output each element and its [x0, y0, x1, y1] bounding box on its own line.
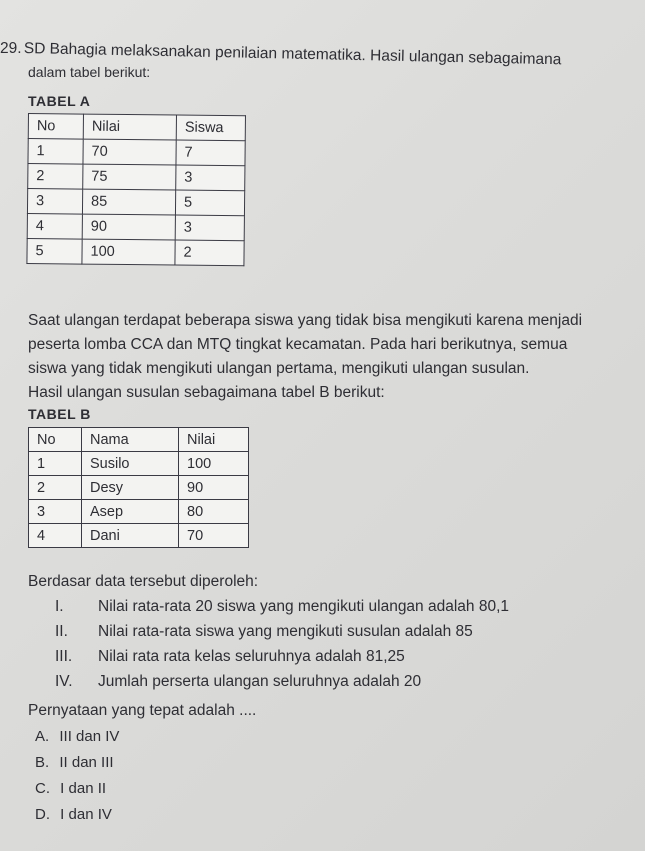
- option-a-text: III dan IV: [59, 728, 120, 745]
- table-a-header-no: No: [28, 114, 83, 140]
- table-cell: 3: [175, 215, 244, 241]
- table-row: [28, 139, 245, 166]
- table-cell: 3: [176, 165, 245, 191]
- statement-2-text: Nilai rata-rata siswa yang mengikuti susulan adalah 85: [98, 623, 473, 640]
- table-cell: 85: [82, 189, 175, 215]
- statement-1-text: Nilai rata-rata 20 siswa yang mengikuti ulangan adalah 80,1: [98, 598, 509, 615]
- paragraph-line2: peserta lomba CCA dan MTQ tingkat kecamatan. Pada hari berikutnya, semua: [28, 336, 568, 353]
- table-cell: 75: [83, 164, 176, 190]
- table-cell: 70: [179, 524, 249, 548]
- table-a-header-nilai: Nilai: [83, 114, 176, 140]
- table-cell: 5: [27, 238, 82, 264]
- table-row: [27, 238, 244, 265]
- table-cell: Dani: [82, 524, 179, 548]
- option-a[interactable]: [35, 728, 119, 745]
- question-text-line2: dalam tabel berikut:: [28, 64, 151, 80]
- option-b-letter: B.: [35, 754, 50, 771]
- table-row: [29, 524, 249, 548]
- paragraph-line1: Saat ulangan terdapat beberapa siswa yang tidak bisa mengikuti karena menjadi: [28, 312, 583, 329]
- table-row: [27, 213, 244, 240]
- table-b-header-nilai: Nilai: [179, 428, 249, 452]
- table-cell: Desy: [82, 476, 179, 500]
- table-cell: 2: [29, 476, 82, 500]
- table-cell: 100: [179, 452, 249, 476]
- option-c-text: I dan II: [60, 780, 107, 797]
- table-cell: 2: [28, 164, 83, 190]
- table-cell: 1: [28, 139, 83, 165]
- statement-1-num: I.: [55, 598, 64, 615]
- table-a-header-row: [28, 114, 245, 141]
- table-cell: 4: [29, 524, 82, 548]
- option-d-text: I dan IV: [60, 806, 112, 823]
- option-c-letter: C.: [35, 780, 50, 797]
- table-cell: 5: [175, 190, 244, 216]
- option-c[interactable]: [35, 780, 106, 797]
- table-cell: 80: [179, 500, 249, 524]
- statement-3-text: Nilai rata rata kelas seluruhnya adalah 81,25: [98, 648, 405, 665]
- paragraph-line4: Hasil ulangan susulan sebagaimana tabel B berikut:: [28, 384, 385, 401]
- table-b-header-no: No: [29, 428, 82, 452]
- intro-text: Berdasar data tersebut diperoleh:: [28, 573, 259, 590]
- question-number: 29.: [0, 40, 22, 57]
- statement-3-num: III.: [55, 648, 73, 665]
- table-b: [28, 427, 249, 548]
- table-a: [26, 113, 246, 266]
- table-b-header-row: [29, 428, 249, 452]
- table-cell: 90: [82, 214, 175, 240]
- option-d-letter: D.: [35, 806, 50, 823]
- table-row: [29, 476, 249, 500]
- table-cell: 4: [27, 213, 82, 239]
- table-cell: 70: [83, 139, 176, 165]
- question-text-line1: SD Bahagia melaksanakan penilaian matematika. Hasil ulangan sebagaimana: [23, 40, 562, 69]
- option-b-text: II dan III: [59, 754, 114, 771]
- table-cell: 2: [175, 240, 244, 266]
- table-row: [28, 164, 245, 191]
- table-b-header-nama: Nama: [82, 428, 179, 452]
- table-a-header-siswa: Siswa: [176, 115, 245, 141]
- option-b[interactable]: [35, 754, 114, 771]
- statement-4-text: Jumlah perserta ulangan seluruhnya adalah 20: [98, 673, 422, 690]
- table-cell: 90: [179, 476, 249, 500]
- table-cell: 100: [82, 239, 175, 265]
- table-cell: 7: [176, 140, 245, 166]
- table-row: [27, 189, 244, 216]
- table-b-title: TABEL B: [28, 406, 91, 422]
- table-cell: Susilo: [82, 452, 179, 476]
- table-cell: Asep: [82, 500, 179, 524]
- table-cell: 3: [29, 500, 82, 524]
- table-a-title: TABEL A: [28, 93, 91, 109]
- table-cell: 1: [29, 452, 82, 476]
- option-a-letter: A.: [35, 728, 50, 745]
- prompt-text: Pernyataan yang tepat adalah ....: [28, 702, 257, 719]
- table-cell: 3: [27, 189, 82, 215]
- table-row: [29, 500, 249, 524]
- statement-2-num: II.: [55, 623, 68, 640]
- option-d[interactable]: [35, 806, 112, 823]
- paragraph-line3: siswa yang tidak mengikuti ulangan pertama, mengikuti ulangan susulan.: [28, 360, 530, 377]
- table-row: [29, 452, 249, 476]
- statement-4-num: IV.: [55, 673, 73, 690]
